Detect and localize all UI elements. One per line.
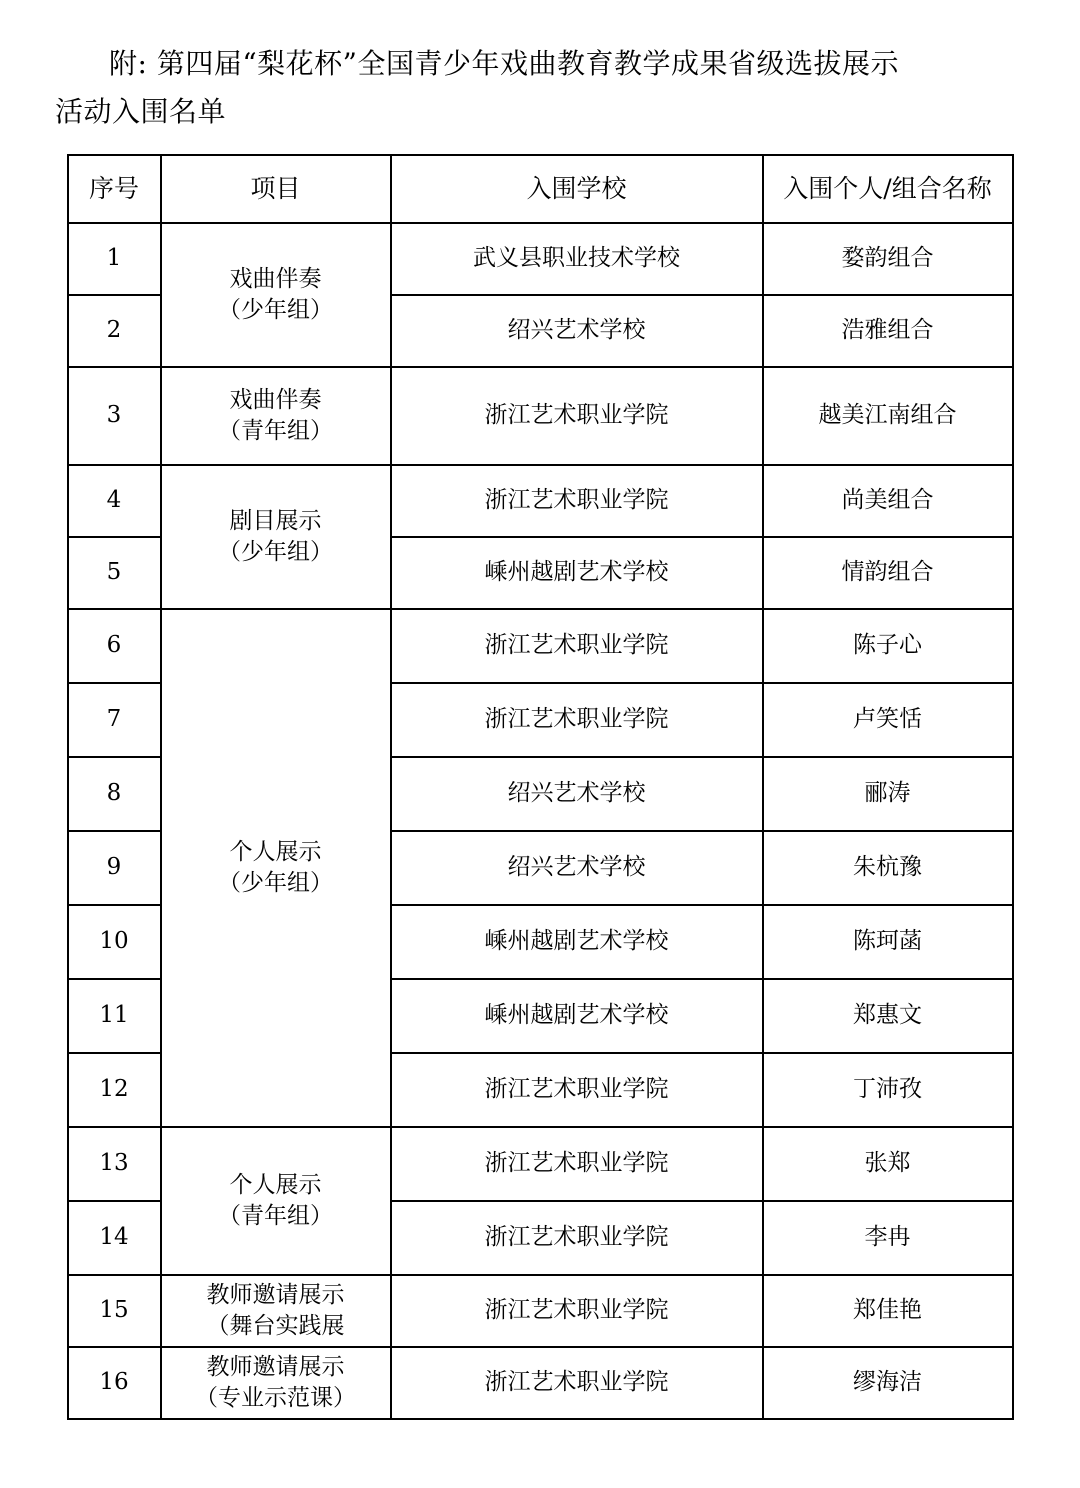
cell-name: 丁沛孜 xyxy=(763,1053,1013,1127)
cell-name: 陈珂菡 xyxy=(763,905,1013,979)
cell-no: 11 xyxy=(68,979,161,1053)
project-line2: （少年组） xyxy=(218,297,333,324)
cell-project xyxy=(161,609,391,1127)
cell-school: 浙江艺术职业学院 xyxy=(391,465,763,537)
column-header-name: 入围个人/组合名称 xyxy=(763,155,1013,223)
cell-no: 9 xyxy=(68,831,161,905)
cell-name: 郑惠文 xyxy=(763,979,1013,1053)
cell-school: 绍兴艺术学校 xyxy=(391,757,763,831)
cell-name: 张郑 xyxy=(763,1127,1013,1201)
cell-name: 尚美组合 xyxy=(763,465,1013,537)
cell-no: 8 xyxy=(68,757,161,831)
cell-school: 武义县职业技术学校 xyxy=(391,223,763,295)
table-row xyxy=(68,367,1013,465)
cell-project xyxy=(161,1127,391,1275)
cell-school: 浙江艺术职业学院 xyxy=(391,609,763,683)
cell-project xyxy=(161,1275,391,1347)
cell-school: 浙江艺术职业学院 xyxy=(391,1275,763,1347)
shortlist-table xyxy=(67,154,1014,1420)
page-title-line1: 附: 第四届“梨花杯”全国青少年戏曲教育教学成果省级选拔展示 xyxy=(109,47,899,80)
page-title xyxy=(55,40,1025,136)
cell-no: 13 xyxy=(68,1127,161,1201)
project-line1: 个人展示 xyxy=(229,1171,322,1198)
cell-no: 16 xyxy=(68,1347,161,1419)
project-line1: 教师邀请展示 xyxy=(206,1353,345,1380)
project-line2: （专业示范课） xyxy=(195,1385,356,1412)
cell-name: 婺韵组合 xyxy=(763,223,1013,295)
cell-no: 5 xyxy=(68,537,161,609)
cell-no: 14 xyxy=(68,1201,161,1275)
project-line2: （青年组） xyxy=(218,418,333,445)
project-line2: （少年组） xyxy=(218,870,333,897)
cell-project xyxy=(161,465,391,609)
cell-name: 郦涛 xyxy=(763,757,1013,831)
cell-name: 卢笑恬 xyxy=(763,683,1013,757)
cell-name: 浩雅组合 xyxy=(763,295,1013,367)
column-header-no: 序号 xyxy=(68,155,161,223)
cell-school: 嵊州越剧艺术学校 xyxy=(391,905,763,979)
table-header-row xyxy=(68,155,1013,223)
cell-no: 12 xyxy=(68,1053,161,1127)
cell-name: 朱杭豫 xyxy=(763,831,1013,905)
cell-name: 郑佳艳 xyxy=(763,1275,1013,1347)
cell-project xyxy=(161,1347,391,1419)
table-row xyxy=(68,465,1013,537)
cell-project xyxy=(161,367,391,465)
cell-no: 2 xyxy=(68,295,161,367)
table-row xyxy=(68,1347,1013,1419)
project-line2: （少年组） xyxy=(218,539,333,566)
cell-no: 4 xyxy=(68,465,161,537)
project-line1: 戏曲伴奏 xyxy=(229,386,322,413)
cell-name: 情韵组合 xyxy=(763,537,1013,609)
cell-school: 绍兴艺术学校 xyxy=(391,831,763,905)
page-title-line2: 活动入围名单 xyxy=(55,95,227,129)
cell-school: 浙江艺术职业学院 xyxy=(391,1127,763,1201)
project-line1: 个人展示 xyxy=(229,838,322,865)
cell-name: 李冉 xyxy=(763,1201,1013,1275)
table-row xyxy=(68,223,1013,295)
cell-school: 浙江艺术职业学院 xyxy=(391,367,763,465)
cell-school: 浙江艺术职业学院 xyxy=(391,683,763,757)
project-line1: 教师邀请展示 xyxy=(206,1281,345,1308)
cell-school: 浙江艺术职业学院 xyxy=(391,1201,763,1275)
cell-school: 浙江艺术职业学院 xyxy=(391,1347,763,1419)
cell-school: 嵊州越剧艺术学校 xyxy=(391,979,763,1053)
project-line1: 剧目展示 xyxy=(229,507,322,534)
cell-no: 10 xyxy=(68,905,161,979)
cell-name: 越美江南组合 xyxy=(763,367,1013,465)
project-line2: （青年组） xyxy=(218,1203,333,1230)
cell-name: 缪海洁 xyxy=(763,1347,1013,1419)
cell-school: 浙江艺术职业学院 xyxy=(391,1053,763,1127)
cell-no: 7 xyxy=(68,683,161,757)
cell-no: 6 xyxy=(68,609,161,683)
column-header-school: 入围学校 xyxy=(391,155,763,223)
table-row xyxy=(68,1275,1013,1347)
cell-no: 1 xyxy=(68,223,161,295)
cell-project xyxy=(161,223,391,367)
cell-school: 绍兴艺术学校 xyxy=(391,295,763,367)
project-line1: 戏曲伴奏 xyxy=(229,265,322,292)
cell-no: 3 xyxy=(68,367,161,465)
table-row xyxy=(68,609,1013,683)
project-line2: （舞台实践展 xyxy=(206,1313,345,1340)
table-row xyxy=(68,1127,1013,1201)
cell-school: 嵊州越剧艺术学校 xyxy=(391,537,763,609)
column-header-project: 项目 xyxy=(161,155,391,223)
cell-no: 15 xyxy=(68,1275,161,1347)
cell-name: 陈子心 xyxy=(763,609,1013,683)
